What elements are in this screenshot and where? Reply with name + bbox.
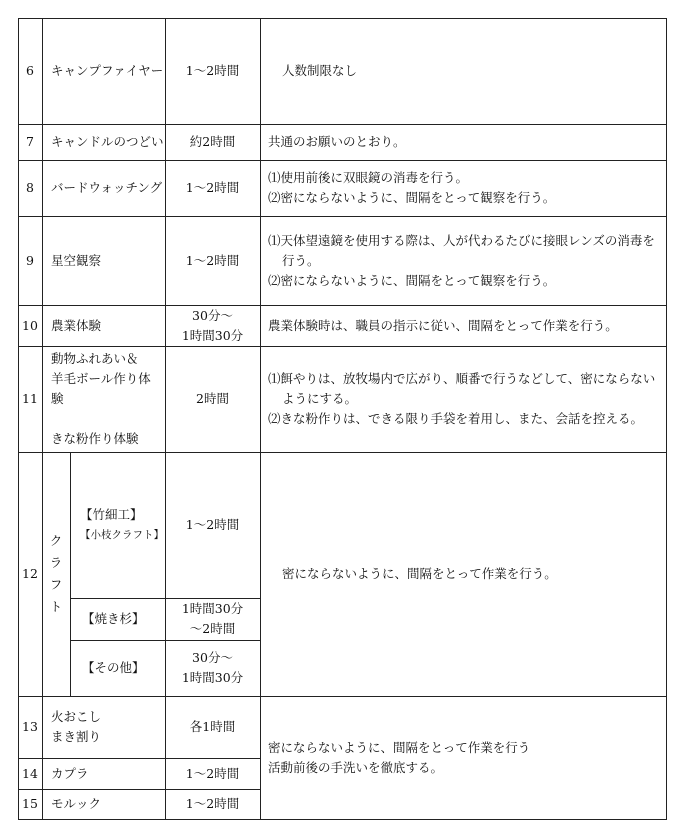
activity-name: 星空観察: [51, 252, 102, 268]
activity-note: 農業体験時は、職員の指示に従い、間隔をとって作業を行う。: [268, 317, 618, 333]
activity-time: 1～2時間: [185, 180, 240, 195]
craft-sub-name: 【その他】: [82, 660, 145, 675]
note-line: 活動前後の手洗いを徹底する。: [268, 759, 444, 775]
activity-note: 共通のお願いのとおり。: [268, 134, 406, 149]
time-line: 30分～: [192, 650, 233, 665]
activity-note: 密にならないように、間隔をとって作業を行う。: [282, 566, 557, 581]
row-number: 7: [26, 134, 34, 149]
time-line: 1時間30分: [181, 601, 244, 616]
activity-name: [42, 346, 165, 452]
activity-time: 1～2時間: [185, 765, 240, 781]
activity-note: [260, 216, 666, 305]
row-number: 15: [22, 796, 38, 811]
activity-name: バードウォッチング: [51, 180, 163, 195]
note-line: ⑵密にならないように、間隔をとって観察を行う。: [268, 272, 556, 288]
activity-name: キャンドルのつどい: [51, 134, 164, 149]
group-char: フ: [49, 577, 63, 592]
activity-time: 1～2時間: [185, 252, 240, 268]
name-line: 火おこし: [51, 709, 102, 724]
activity-name: カプラ: [51, 765, 89, 781]
row-number: 10: [22, 317, 38, 333]
activity-time: 1～2時間: [185, 63, 240, 78]
note-line: ⑴餌やりは、放牧場内で広がり、順番で行うなどして、密にならないようにする。: [268, 371, 656, 406]
time-line: 1時間30分: [181, 327, 244, 343]
time-line: 1時間30分: [181, 670, 244, 685]
row-number: 13: [22, 719, 38, 734]
craft-sub-name: 【焼き杉】: [82, 611, 145, 626]
note-line: ⑵密にならないように、間隔をとって観察を行う。: [268, 190, 556, 205]
sub-name-line: 【小枝クラフト】: [80, 529, 164, 541]
note-line: ⑴使用前後に双眼鏡の消毒を行う。: [268, 170, 469, 185]
row-number: 8: [26, 180, 34, 195]
activity-note: 人数制限なし: [282, 63, 358, 78]
activity-name: モルック: [51, 796, 102, 811]
activity-time: [165, 598, 260, 640]
time-line: ～2時間: [189, 621, 236, 636]
note-line: ⑵きな粉作りは、できる限り手袋を着用し、また、会話を控える。: [268, 411, 644, 426]
row-number: 9: [26, 252, 34, 268]
name-line: きな粉作り体験: [51, 431, 139, 446]
name-line: 動物ふれあい＆: [51, 351, 139, 366]
row-number: 14: [22, 765, 38, 781]
row-number: 6: [26, 63, 34, 78]
activity-time: 1～2時間: [185, 796, 240, 811]
activity-time: [165, 305, 260, 346]
activity-name: 農業体験: [51, 317, 102, 333]
group-char: ラ: [49, 555, 63, 570]
name-line: まき割り: [51, 729, 102, 744]
time-line: 30分～: [192, 307, 233, 323]
activity-name: [42, 696, 165, 758]
activity-time: 2時間: [196, 391, 229, 406]
sub-name-line: 【竹細工】: [80, 507, 143, 522]
craft-sub-name: [70, 452, 165, 598]
activity-name: キャンプファイヤー: [51, 63, 164, 78]
activity-note: [260, 160, 666, 216]
group-char: ト: [49, 599, 63, 614]
activity-time: 各1時間: [189, 719, 236, 734]
group-char: ク: [49, 533, 63, 548]
note-line: ⑴天体望遠鏡を使用する際は、人が代わるたびに接眼レンズの消毒を行う。: [268, 232, 655, 268]
activity-note: [260, 346, 666, 452]
note-line: 密にならないように、間隔をとって作業を行う: [268, 739, 531, 755]
row-number: 12: [22, 566, 38, 581]
craft-group-label: [42, 452, 70, 696]
row-number: 11: [22, 391, 38, 406]
activity-time: 1～2時間: [185, 517, 240, 532]
activity-time: [165, 640, 260, 696]
shared-note: [260, 696, 666, 819]
activity-time: 約2時間: [189, 134, 236, 149]
name-line: 羊毛ボール作り体: [51, 371, 151, 386]
name-line: 験: [51, 391, 64, 406]
